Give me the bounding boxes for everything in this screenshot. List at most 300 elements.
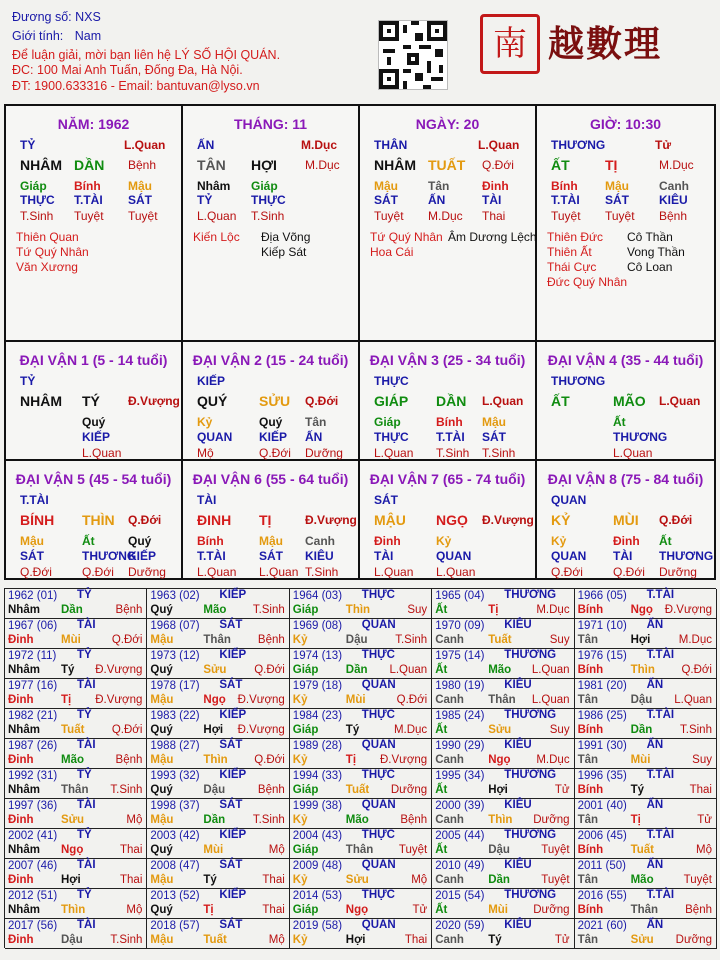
- year-cell: [5, 619, 147, 649]
- hidden-god: T.TÀI: [74, 193, 103, 207]
- year-label: 1996 (35): [577, 770, 627, 782]
- hidden-stem: Đinh: [613, 534, 640, 548]
- hidden-stem: Mậu: [259, 534, 283, 548]
- year-god: KIÊU: [504, 799, 532, 811]
- year-branch: Thìn: [488, 814, 513, 826]
- year-cell: [575, 889, 717, 919]
- year-stage: Đ.Vượng: [664, 604, 712, 616]
- year-stage: L.Quan: [531, 664, 570, 676]
- year-stem: Giáp: [292, 904, 319, 916]
- hidden-god: QUAN: [197, 430, 233, 444]
- year-cell: [5, 709, 147, 739]
- year-branch: Mão: [61, 754, 84, 766]
- year-god: TỶ: [77, 709, 92, 721]
- year-stem: Nhâm: [8, 904, 40, 916]
- year-branch: Tuất: [203, 934, 227, 946]
- year-cell: [290, 649, 432, 679]
- year-label: 2007 (46): [8, 860, 58, 872]
- year-stem: Bính: [577, 844, 604, 856]
- year-stage: T.Sinh: [680, 724, 712, 736]
- year-stage: Suy: [407, 604, 428, 616]
- dai-van-god: THỰC: [374, 374, 409, 388]
- year-stem: Mậu: [150, 934, 174, 946]
- year-stage: Đ.Vượng: [379, 754, 428, 766]
- hidden-stage: T.Sinh: [436, 446, 470, 460]
- hidden-stage: Q.Đới: [20, 565, 52, 579]
- hidden-stem: Tân: [428, 179, 450, 193]
- hidden-stage: Tuyệt: [374, 209, 404, 223]
- dai-van-cell: [183, 342, 360, 461]
- dai-van-branch: TÝ: [82, 393, 100, 409]
- year-stem: Ất: [435, 844, 448, 856]
- dai-van-cell: [183, 461, 360, 580]
- hidden-stem: Giáp: [374, 415, 401, 429]
- hidden-stage: Tuyệt: [551, 209, 581, 223]
- pillar-stem: NHÂM: [374, 157, 416, 173]
- year-stage: T.Sinh: [395, 634, 428, 646]
- year-cell: [290, 619, 432, 649]
- hidden-god: THỰC: [374, 430, 409, 444]
- pillar-branch: DẦN: [74, 157, 105, 173]
- dai-van-branch: MÃO: [613, 393, 646, 409]
- year-label: 1989 (28): [292, 740, 343, 752]
- dai-van-stem: ĐINH: [197, 512, 232, 528]
- year-god: QUAN: [361, 799, 396, 811]
- hidden-stage: Q.Đới: [259, 446, 291, 460]
- year-god: THƯƠNG: [504, 769, 557, 781]
- pillar-cell: [537, 106, 714, 342]
- year-god: KIẾP: [219, 589, 247, 601]
- year-god: T.TÀI: [646, 889, 675, 901]
- star-right: Vong Thần: [627, 245, 685, 259]
- dai-van-god: SÁT: [374, 493, 398, 507]
- yearly-table: [4, 588, 716, 948]
- star-right: Kiếp Sát: [261, 245, 307, 259]
- dai-van-title: ĐẠI VẬN 8 (75 - 84 tuổi): [547, 471, 704, 487]
- year-stem: Ất: [435, 664, 448, 676]
- year-god: QUAN: [361, 679, 396, 691]
- hidden-stage: Q.Đới: [551, 565, 583, 579]
- year-cell: [432, 829, 574, 859]
- year-branch: Tị: [630, 814, 641, 826]
- dai-van-stem: NHÂM: [20, 393, 62, 409]
- year-god: ẤN: [646, 859, 664, 871]
- year-god: TÀI: [77, 799, 96, 811]
- year-stem: Nhâm: [8, 664, 40, 676]
- year-cell: [147, 679, 289, 709]
- year-stage: Thai: [689, 784, 712, 796]
- year-cell: [5, 799, 147, 829]
- hidden-stem: Giáp: [20, 179, 47, 193]
- year-stem: Canh: [435, 634, 464, 646]
- dai-van-stem: KỶ: [551, 512, 571, 528]
- year-god: TÀI: [77, 739, 96, 751]
- year-label: 2020 (59): [435, 920, 485, 932]
- year-branch: Mùi: [203, 844, 224, 856]
- hidden-god: SÁT: [605, 193, 629, 207]
- year-stem: Mậu: [150, 874, 174, 886]
- dai-van-god: KIẾP: [197, 374, 226, 388]
- year-label: 1964 (03): [292, 590, 343, 602]
- year-god: THỰC: [361, 889, 395, 901]
- hidden-stage: Dưỡng: [305, 446, 343, 460]
- hidden-god: THƯƠNG: [659, 549, 714, 563]
- year-label: 1974 (13): [292, 650, 343, 662]
- year-cell: [432, 589, 574, 619]
- year-stem: Canh: [435, 694, 464, 706]
- year-branch: Hợi: [61, 874, 81, 886]
- year-label: 1985 (24): [435, 710, 485, 722]
- year-god: KIẾP: [219, 709, 247, 721]
- year-god: KIÊU: [504, 679, 532, 691]
- year-label: 1980 (19): [435, 680, 485, 692]
- year-god: QUAN: [361, 619, 396, 631]
- dai-van-branch: SỬU: [259, 393, 291, 409]
- pillar-branch: TỊ: [605, 157, 618, 173]
- year-stage: Bệnh: [257, 634, 285, 646]
- year-cell: [290, 919, 432, 949]
- year-cell: [575, 829, 717, 859]
- year-god: TÀI: [77, 859, 96, 871]
- year-stage: Bệnh: [115, 604, 143, 616]
- year-stage: Tử: [697, 814, 712, 826]
- year-branch: Hợi: [630, 634, 651, 646]
- year-label: 1995 (34): [435, 770, 485, 782]
- year-cell: [432, 889, 574, 919]
- pillar-branch-stage: Q.Đới: [482, 158, 514, 172]
- hidden-god: KIẾP: [259, 430, 288, 444]
- year-cell: [290, 679, 432, 709]
- year-god: KIẾP: [219, 649, 247, 661]
- year-stem: Giáp: [292, 724, 319, 736]
- year-stem: Nhâm: [8, 604, 40, 616]
- year-god: THỰC: [361, 709, 395, 721]
- dai-van-title: ĐẠI VẬN 5 (45 - 54 tuổi): [15, 471, 172, 487]
- year-cell: [575, 679, 717, 709]
- gender-row: [12, 29, 101, 44]
- pillar-cell: [360, 106, 537, 342]
- year-branch: Mão: [488, 664, 512, 676]
- year-stage: Mộ: [268, 844, 285, 856]
- year-branch: Mùi: [488, 904, 508, 916]
- hidden-stage: L.Quan: [259, 565, 299, 579]
- year-god: KIÊU: [504, 919, 532, 931]
- hidden-god: KIÊU: [659, 193, 688, 207]
- year-cell: [432, 859, 574, 889]
- year-cell: [432, 919, 574, 949]
- year-stem: Kỷ: [292, 694, 308, 706]
- year-cell: [5, 889, 147, 919]
- pillar-stem: TÂN: [197, 157, 226, 173]
- pillar-branch-stage: M.Dục: [659, 158, 694, 172]
- year-cell: [147, 589, 289, 619]
- year-label: 1981 (20): [577, 680, 627, 692]
- year-label: 2021 (60): [577, 920, 627, 932]
- year-cell: [5, 739, 147, 769]
- year-branch: Ngọ: [203, 694, 226, 706]
- year-branch: Ngọ: [61, 844, 84, 856]
- year-cell: [147, 709, 289, 739]
- year-label: 1984 (23): [292, 710, 343, 722]
- pillar-branch: TUẤT: [428, 157, 466, 173]
- pillar-cell: [183, 106, 360, 342]
- hidden-god: THƯƠNG: [613, 430, 668, 444]
- year-stage: Tuyệt: [541, 874, 570, 886]
- year-stem: Giáp: [292, 604, 319, 616]
- year-cell: [147, 619, 289, 649]
- star-right: Địa Võng: [261, 230, 311, 244]
- year-label: 2013 (52): [150, 890, 200, 902]
- year-stage: Thai: [120, 844, 143, 856]
- hidden-stem: Canh: [659, 179, 689, 193]
- year-label: 2004 (43): [292, 830, 343, 842]
- year-stage: Tử: [554, 784, 570, 796]
- dai-van-cell: [6, 461, 183, 580]
- year-cell: [575, 919, 717, 949]
- year-god: TỶ: [77, 649, 92, 661]
- dai-van-stage: Q.Đới: [128, 513, 162, 527]
- year-god: KIẾP: [219, 889, 247, 901]
- pillar-top-right: Tử: [655, 138, 672, 152]
- hidden-god: T.TÀI: [551, 193, 580, 207]
- year-branch: Tý: [488, 934, 502, 946]
- year-label: 2001 (40): [577, 800, 627, 812]
- year-god: KIÊU: [504, 859, 532, 871]
- year-god: SÁT: [219, 679, 243, 691]
- dai-van-stem: GIÁP: [374, 393, 409, 409]
- year-stem: Kỷ: [292, 934, 308, 946]
- hidden-stage: L.Quan: [197, 565, 237, 579]
- pillar-title: NĂM: 1962: [57, 116, 130, 132]
- pillar-title: GIỜ: 10:30: [589, 116, 662, 132]
- dai-van-stem: ẤT: [551, 393, 570, 409]
- year-label: 2017 (56): [8, 920, 58, 932]
- year-branch: Thân: [488, 694, 516, 706]
- year-stem: Tân: [577, 634, 599, 646]
- dai-van-branch: NGỌ: [436, 512, 468, 528]
- hidden-god: TÀI: [482, 193, 502, 207]
- year-stem: Đinh: [8, 934, 34, 946]
- year-stem: Ất: [435, 724, 448, 736]
- year-stem: Ất: [435, 784, 448, 796]
- year-stem: Giáp: [292, 844, 319, 856]
- year-label: 1991 (30): [577, 740, 627, 752]
- year-stage: T.Sinh: [252, 814, 285, 826]
- year-stage: Tuyệt: [398, 844, 428, 856]
- year-branch: Thân: [630, 904, 659, 916]
- dai-van-cell: [537, 461, 714, 580]
- year-branch: Dần: [203, 814, 226, 826]
- year-branch: Sửu: [345, 874, 369, 886]
- year-god: KIẾP: [219, 769, 247, 781]
- dai-van-stem: MẬU: [374, 512, 406, 528]
- dai-van-stem: QUÝ: [197, 393, 228, 409]
- dai-van-stage: L.Quan: [482, 394, 524, 408]
- dai-van-god: T.TÀI: [20, 493, 49, 507]
- year-cell: [575, 799, 717, 829]
- year-god: KIẾP: [219, 829, 247, 841]
- year-stage: Mộ: [268, 934, 285, 946]
- hidden-god: KIẾP: [128, 549, 157, 563]
- year-label: 1993 (32): [150, 770, 200, 782]
- year-label: 2015 (54): [435, 890, 485, 902]
- year-stage: Đ.Vượng: [95, 664, 143, 676]
- year-stem: Kỷ: [292, 634, 308, 646]
- year-stage: Suy: [549, 724, 570, 736]
- hidden-stem: Mậu: [20, 534, 44, 548]
- year-cell: [147, 919, 289, 949]
- year-cell: [5, 589, 147, 619]
- year-cell: [290, 739, 432, 769]
- year-label: 1975 (14): [435, 650, 485, 662]
- year-god: THƯƠNG: [504, 649, 557, 661]
- hidden-god: THỰC: [20, 193, 55, 207]
- pillar-stem-god: TỶ: [20, 138, 36, 152]
- dai-van-stage: Đ.Vượng: [305, 513, 357, 527]
- year-label: 1966 (05): [577, 590, 627, 602]
- year-label: 2014 (53): [292, 890, 343, 902]
- hidden-god: SÁT: [259, 549, 283, 563]
- hidden-stage: T.Sinh: [20, 209, 54, 223]
- year-god: THƯƠNG: [504, 709, 557, 721]
- year-cell: [575, 859, 717, 889]
- year-branch: Dần: [61, 604, 83, 616]
- hidden-stage: Tuyệt: [605, 209, 635, 223]
- year-god: QUAN: [361, 859, 396, 871]
- page-header: [0, 0, 720, 100]
- hidden-stem: Bính: [197, 534, 224, 548]
- hidden-god: THƯƠNG: [82, 549, 137, 563]
- hidden-stem: Ất: [82, 534, 95, 548]
- year-label: 1998 (37): [150, 800, 200, 812]
- year-branch: Dậu: [630, 694, 653, 706]
- year-god: SÁT: [219, 859, 243, 871]
- pillar-top-right: L.Quan: [124, 138, 166, 152]
- year-god: TỶ: [77, 769, 92, 781]
- dai-van-title: ĐẠI VẬN 1 (5 - 14 tuổi): [19, 352, 168, 368]
- year-god: THƯƠNG: [504, 889, 557, 901]
- hidden-god: THỰC: [251, 193, 286, 207]
- year-branch: Dậu: [488, 844, 510, 856]
- year-god: THỰC: [361, 829, 395, 841]
- year-stage: Bệnh: [115, 754, 143, 766]
- year-stage: Dưỡng: [533, 814, 570, 826]
- dai-van-stage: L.Quan: [659, 394, 701, 408]
- year-label: 1987 (26): [8, 740, 58, 752]
- dai-van-stage: Q.Đới: [305, 394, 339, 408]
- hidden-god: QUAN: [551, 549, 587, 563]
- year-stage: Tuyệt: [541, 844, 570, 856]
- dai-van-god: QUAN: [551, 493, 587, 507]
- year-stem: Ất: [435, 904, 448, 916]
- year-label: 2012 (51): [8, 890, 58, 902]
- year-branch: Dần: [630, 724, 653, 736]
- year-branch: Mùi: [345, 694, 366, 706]
- year-branch: Tuất: [345, 784, 370, 796]
- year-branch: Tị: [488, 604, 499, 616]
- year-cell: [147, 859, 289, 889]
- gender-value: Nam: [74, 29, 102, 43]
- hidden-stem: Ất: [659, 534, 672, 548]
- year-branch: Mùi: [630, 754, 651, 766]
- year-label: 2003 (42): [150, 830, 200, 842]
- year-branch: Dậu: [61, 934, 83, 946]
- year-branch: Thân: [61, 784, 89, 796]
- star-left: Hoa Cái: [370, 245, 414, 259]
- dai-van-title: ĐẠI VẬN 7 (65 - 74 tuổi): [369, 471, 526, 487]
- year-cell: [290, 799, 432, 829]
- year-stem: Quý: [150, 844, 173, 856]
- year-god: T.TÀI: [646, 829, 675, 841]
- year-stage: Mộ: [411, 874, 428, 886]
- year-stage: L.Quan: [674, 694, 712, 706]
- dai-van-stage: Đ.Vượng: [128, 394, 180, 408]
- pillar-grid: [4, 104, 716, 580]
- year-label: 1979 (18): [292, 680, 343, 692]
- contact-phone-email: ĐT: 1900.633316 - Email: bantuvan@lyso.vn: [12, 79, 260, 93]
- year-cell: [432, 619, 574, 649]
- year-stage: Q.Đới: [396, 694, 428, 706]
- dai-van-cell: [360, 342, 537, 461]
- year-label: 2016 (55): [577, 890, 627, 902]
- year-stage: Bệnh: [400, 814, 428, 826]
- year-stage: L.Quan: [531, 694, 570, 706]
- year-stem: Giáp: [292, 664, 319, 676]
- pillar-branch-stage: Bệnh: [128, 158, 157, 172]
- hidden-stem: Đinh: [482, 179, 509, 193]
- year-god: SÁT: [219, 739, 243, 751]
- hidden-stem: Mậu: [128, 179, 152, 193]
- year-stem: Quý: [150, 904, 173, 916]
- year-label: 1997 (36): [8, 800, 58, 812]
- star-left: Tứ Quý Nhân: [16, 245, 89, 259]
- year-god: THƯƠNG: [504, 589, 557, 601]
- hidden-god: T.TÀI: [436, 430, 465, 444]
- year-branch: Hợi: [488, 784, 508, 796]
- year-branch: Sửu: [61, 814, 85, 826]
- year-branch: Thân: [345, 844, 374, 856]
- dai-van-cell: [537, 342, 714, 461]
- year-stage: Thai: [262, 874, 285, 886]
- year-cell: [147, 739, 289, 769]
- year-god: T.TÀI: [646, 649, 675, 661]
- year-god: SÁT: [219, 919, 243, 931]
- year-cell: [5, 679, 147, 709]
- year-god: THỰC: [361, 589, 395, 601]
- year-label: 1973 (12): [150, 650, 200, 662]
- year-label: 2009 (48): [292, 860, 343, 872]
- year-stem: Tân: [577, 934, 599, 946]
- hidden-stem: Mậu: [482, 415, 506, 429]
- hidden-god: TÀI: [374, 549, 394, 563]
- year-god: TÀI: [77, 919, 96, 931]
- year-branch: Mão: [345, 814, 369, 826]
- owner-name: Đương số: NXS: [12, 10, 101, 24]
- year-god: ẤN: [646, 739, 664, 751]
- year-label: 2000 (39): [435, 800, 485, 812]
- year-branch: Tị: [345, 754, 357, 766]
- year-label: 1965 (04): [435, 590, 485, 602]
- year-cell: [147, 649, 289, 679]
- hidden-stage: Thai: [482, 209, 506, 223]
- year-stem: Quý: [150, 664, 173, 676]
- year-cell: [575, 589, 717, 619]
- year-label: 2006 (45): [577, 830, 627, 842]
- year-god: KIÊU: [504, 739, 532, 751]
- year-stage: Bệnh: [685, 904, 712, 916]
- year-stem: Quý: [150, 604, 173, 616]
- star-left: Văn Xương: [16, 260, 78, 274]
